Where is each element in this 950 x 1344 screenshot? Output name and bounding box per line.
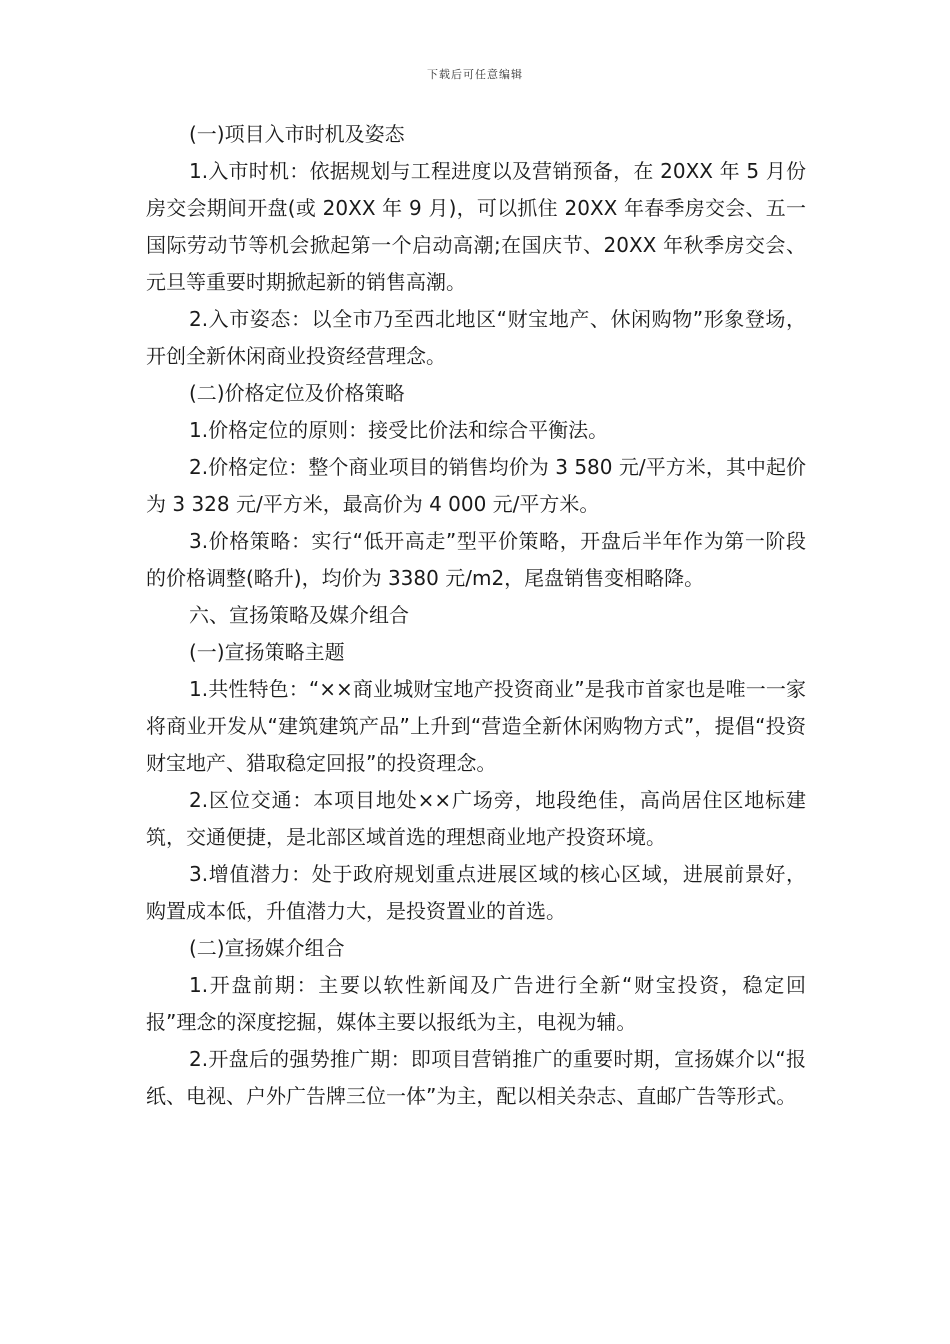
paragraph-pricing-position: 2.价格定位：整个商业项目的销售均价为 3 580 元/平方米，其中起价为 3 328 元/平方米，最高价为 4 000 元/平方米。 [146,455,806,516]
paragraph-entry-timing: 1.入市时机：依据规划与工程进度以及营销预备，在 20XX 年 5 月份房交会期间开盘(或 20XX 年 9 月)，可以抓住 20XX 年春季房交会、五一国际劳动节等机会掀起第一个启动高潮;在国庆节、20XX 年秋季房交会、元旦等重要时期掀起新的销售高潮。 [146,159,806,294]
paragraph-value-potential: 3.增值潜力：处于政府规划重点进展区域的核心区域，进展前景好，购置成本低，升值潜力大，是投资置业的首选。 [146,862,806,923]
chapter-heading-promotion: 六、宣扬策略及媒介组合 [189,603,409,627]
paragraph-location-traffic: 2.区位交通：本项目地处××广场旁，地段绝佳，高尚居住区地标建筑，交通便捷，是北部区域首选的理想商业地产投资环境。 [146,788,806,849]
paragraph-entry-posture: 2.入市姿态：以全市乃至西北地区“财宝地产、休闲购物”形象登场，开创全新休闲商业投资经营理念。 [146,307,806,368]
paragraph-pricing-principle: 1.价格定位的原则：接受比价法和综合平衡法。 [189,418,609,442]
section-heading-promotion-theme: (一)宣扬策略主题 [189,640,345,664]
paragraph-common-features: 1.共性特色：“××商业城财宝地产投资商业”是我市首家也是唯一一家将商业开发从“建筑建筑产品”上升到“营造全新休闲购物方式”，提倡“投资财宝地产、猎取稳定回报”的投资理念。 [146,677,806,775]
paragraph-post-opening: 2.开盘后的强势推广期：即项目营销推广的重要时期，宣扬媒介以“报纸、电视、户外广告牌三位一体”为主，配以相关杂志、直邮广告等形式。 [146,1047,806,1108]
header-note: 下载后可任意编辑 [427,68,523,81]
document-body [146,116,806,1115]
section-heading-entry-timing: (一)项目入市时机及姿态 [189,122,405,146]
paragraph-pre-opening: 1.开盘前期：主要以软性新闻及广告进行全新“财宝投资，稳定回报”理念的深度挖掘，媒体主要以报纸为主，电视为辅。 [146,973,806,1034]
section-heading-media-mix: (二)宣扬媒介组合 [189,936,345,960]
paragraph-pricing-strategy: 3.价格策略：实行“低开高走”型平价策略，开盘后半年作为第一阶段的价格调整(略升)，均价为 3380 元/m2，尾盘销售变相略降。 [146,529,806,590]
section-heading-pricing: (二)价格定位及价格策略 [189,381,405,405]
